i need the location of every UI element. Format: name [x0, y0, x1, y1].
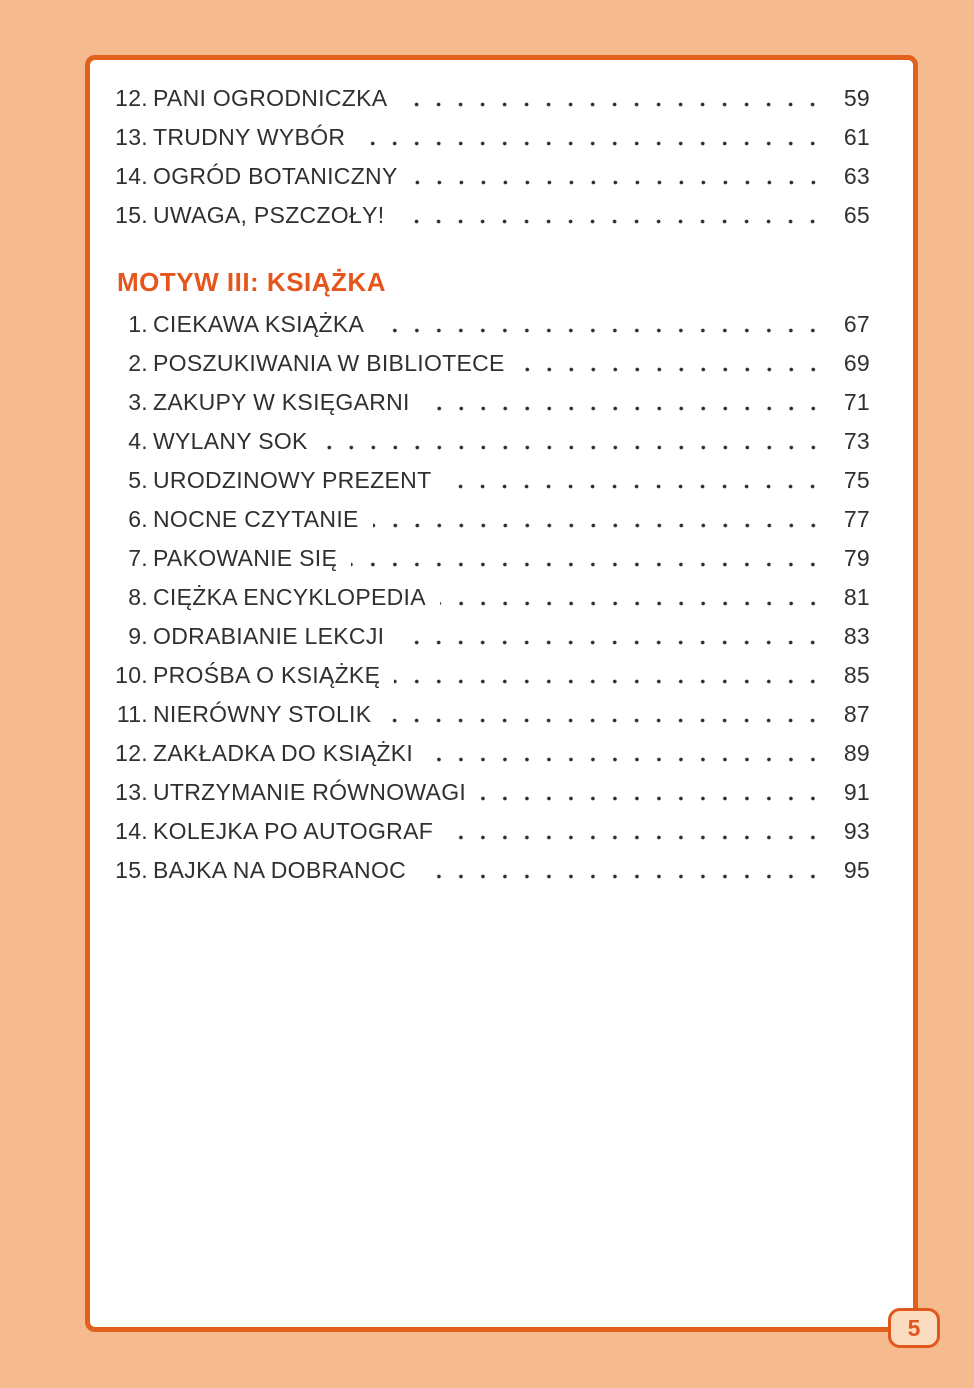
toc-entry — [90, 305, 870, 344]
toc-entry-title: POSZUKIWANIA W BIBLIOTECE — [153, 350, 505, 376]
toc-entry-page: 61 — [843, 124, 870, 150]
toc-entry — [90, 695, 870, 734]
toc-entry-title: CIĘŻKA ENCYKLOPEDIA — [153, 584, 426, 610]
toc-entry-title: NIERÓWNY STOLIK — [153, 701, 372, 727]
toc-entry-page: 59 — [843, 85, 870, 111]
toc-entry-page: 65 — [843, 202, 870, 228]
toc-entry-number: 6. — [128, 506, 148, 532]
toc-entry-page: 95 — [843, 857, 870, 883]
toc-entry-page: 73 — [843, 428, 870, 454]
toc-entry-title: NOCNE CZYTANIE — [153, 506, 359, 532]
toc-entry-number: 14. — [115, 163, 148, 189]
toc-entry — [90, 617, 870, 656]
dot-leader — [420, 851, 824, 879]
toc-entry-number: 2. — [128, 350, 148, 376]
page-number-badge — [888, 1308, 940, 1348]
toc-entry-number: 8. — [128, 584, 148, 610]
toc-entry-page: 85 — [843, 662, 870, 688]
dot-leader — [378, 305, 824, 333]
dot-leader — [398, 196, 824, 224]
toc-entry-number: 9. — [128, 623, 148, 649]
toc-entry-number: 7. — [128, 545, 148, 571]
dot-leader — [440, 578, 824, 606]
toc-entry-number: 14. — [115, 818, 148, 844]
toc-entry-number: 5. — [128, 467, 148, 493]
toc-entry — [90, 734, 870, 773]
toc-section-heading: MOTYW III: KSIĄŻKA — [117, 267, 386, 297]
toc-entry-title: URODZINOWY PREZENT — [153, 467, 432, 493]
toc-entry-number: 11. — [116, 701, 148, 727]
toc-entry-number: 15. — [115, 202, 148, 228]
toc-section — [90, 79, 870, 235]
toc-entry-page: 89 — [843, 740, 870, 766]
toc-entry-title: UWAGA, PSZCZOŁY! — [153, 202, 385, 228]
dot-leader — [359, 118, 824, 146]
toc-entry — [90, 79, 870, 118]
toc-entry-number: 1. — [128, 311, 148, 337]
dot-leader — [322, 422, 824, 450]
toc-entry — [90, 578, 870, 617]
toc-entry-page: 91 — [843, 779, 870, 805]
toc-entry-title: PROŚBA O KSIĄŻKĘ — [153, 662, 381, 688]
dot-leader — [398, 617, 824, 645]
toc-entry-page: 63 — [843, 163, 870, 189]
dot-leader — [424, 383, 824, 411]
toc-entry-number: 13. — [115, 124, 148, 150]
dot-leader — [351, 539, 824, 567]
toc-entry-title: CIEKAWA KSIĄŻKA — [153, 311, 365, 337]
dot-leader — [373, 500, 824, 528]
toc-entry-title: ODRABIANIE LEKCJI — [153, 623, 385, 649]
toc-entry — [90, 851, 870, 890]
toc-entry — [90, 422, 870, 461]
toc-entry-page: 83 — [843, 623, 870, 649]
toc-entry — [90, 773, 870, 812]
toc-entry — [90, 157, 870, 196]
dot-leader — [447, 812, 824, 840]
toc-entry-title: ZAKUPY W KSIĘGARNI — [153, 389, 410, 415]
toc-entry-title: PANI OGRODNICZKA — [153, 85, 388, 111]
toc-entry-page: 67 — [843, 311, 870, 337]
toc-entry-title: OGRÓD BOTANICZNY — [153, 163, 398, 189]
toc-entry — [90, 196, 870, 235]
toc-entry — [90, 812, 870, 851]
toc-entry-page: 69 — [843, 350, 870, 376]
toc-entry-page: 79 — [843, 545, 870, 571]
toc-entry-number: 12. — [115, 740, 148, 766]
toc-entry-title: BAJKA NA DOBRANOC — [153, 857, 407, 883]
toc-entry-title: TRUDNY WYBÓR — [153, 124, 346, 150]
toc-entry — [90, 500, 870, 539]
toc-entry — [90, 656, 870, 695]
dot-leader — [385, 695, 824, 723]
toc-entry — [90, 118, 870, 157]
toc-entry — [90, 539, 870, 578]
toc-entry-number: 3. — [128, 389, 148, 415]
toc-entry — [90, 344, 870, 383]
toc-entry-title: KOLEJKA PO AUTOGRAF — [153, 818, 434, 844]
toc-entry-page: 71 — [843, 389, 870, 415]
toc-entry-page: 93 — [843, 818, 870, 844]
toc-entry-number: 12. — [115, 85, 148, 111]
toc-entry-page: 81 — [843, 584, 870, 610]
toc-entry-title: WYLANY SOK — [153, 428, 308, 454]
dot-leader — [445, 461, 824, 489]
toc-entry-title: UTRZYMANIE RÓWNOWAGI — [153, 779, 467, 805]
toc-section — [90, 263, 870, 890]
toc-entry — [90, 461, 870, 500]
toc-entry-number: 15. — [115, 857, 148, 883]
toc-entry-number: 10. — [115, 662, 148, 688]
dot-leader — [519, 344, 824, 372]
dot-leader — [394, 656, 824, 684]
toc-entry — [90, 383, 870, 422]
toc-entry-title: PAKOWANIE SIĘ — [153, 545, 338, 571]
dot-leader — [480, 773, 824, 801]
toc-page-frame — [85, 55, 918, 1332]
toc-entry-number: 13. — [115, 779, 148, 805]
toc-entry-number: 4. — [128, 428, 148, 454]
toc-entry-page: 75 — [843, 467, 870, 493]
page-number: 5 — [907, 1314, 921, 1341]
toc-entry-page: 77 — [843, 506, 870, 532]
dot-leader — [401, 79, 824, 107]
toc-entry-page: 87 — [843, 701, 870, 727]
dot-leader — [412, 157, 824, 185]
dot-leader — [427, 734, 824, 762]
toc-entry-title: ZAKŁADKA DO KSIĄŻKI — [153, 740, 414, 766]
